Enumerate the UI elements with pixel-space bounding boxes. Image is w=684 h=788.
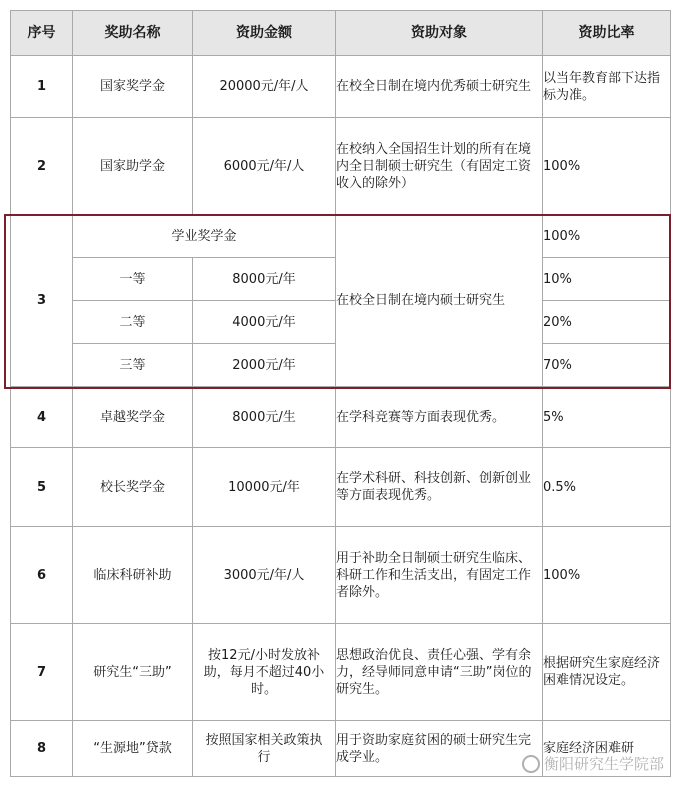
row-no: 6 xyxy=(11,527,73,624)
row-target: 在学科竞赛等方面表现优秀。 xyxy=(336,387,543,448)
row-no: 4 xyxy=(11,387,73,448)
table-row xyxy=(11,448,671,527)
level-name: 二等 xyxy=(73,301,193,344)
wechat-icon xyxy=(522,755,540,773)
row-ratio: 100% xyxy=(543,527,671,624)
level-name: 一等 xyxy=(73,258,193,301)
watermark xyxy=(522,753,664,774)
row-target: 用于补助全日制硕士研究生临床、科研工作和生活支出，有固定工作者除外。 xyxy=(336,527,543,624)
row-no: 2 xyxy=(11,118,73,215)
header-no: 序号 xyxy=(11,11,73,56)
level-amount: 2000元/年 xyxy=(193,344,336,387)
level-amount: 4000元/年 xyxy=(193,301,336,344)
header-target: 资助对象 xyxy=(336,11,543,56)
row-ratio: 以当年教育部下达指标为准。 xyxy=(543,56,671,118)
row-amount: 按照国家相关政策执行 xyxy=(193,721,336,777)
row-target: 在学术科研、科技创新、创新创业等方面表现优秀。 xyxy=(336,448,543,527)
level-ratio: 10% xyxy=(543,258,671,301)
header-name: 奖助名称 xyxy=(73,11,193,56)
header-ratio: 资助比率 xyxy=(543,11,671,56)
table-row xyxy=(11,118,671,215)
header-amount: 资助金额 xyxy=(193,11,336,56)
row-ratio: 100% xyxy=(543,215,671,258)
row-target: 在校全日制在境内优秀硕士研究生 xyxy=(336,56,543,118)
row-ratio: 家庭经济困难研 xyxy=(543,721,671,777)
row-amount: 20000元/年/人 xyxy=(193,56,336,118)
row-target: 思想政治优良、责任心强、学有余力，经导师同意申请“三助”岗位的研究生。 xyxy=(336,624,543,721)
table-row xyxy=(11,624,671,721)
row-amount: 10000元/年 xyxy=(193,448,336,527)
row-name: 国家助学金 xyxy=(73,118,193,215)
row-target: 用于资助家庭贫困的硕士研究生完成学业。 xyxy=(336,721,543,777)
row-ratio: 0.5% xyxy=(543,448,671,527)
row-no: 7 xyxy=(11,624,73,721)
row-amount: 按12元/小时发放补助，每月不超过40小时。 xyxy=(193,624,336,721)
watermark-text: 衡阳研究生学院部 xyxy=(543,755,664,773)
table-row xyxy=(11,387,671,448)
row-name: 卓越奖学金 xyxy=(73,387,193,448)
row-no: 3 xyxy=(11,215,73,387)
row-no: 5 xyxy=(11,448,73,527)
row-amount: 8000元/生 xyxy=(193,387,336,448)
row-amount: 3000元/年/人 xyxy=(193,527,336,624)
header-row xyxy=(11,11,671,56)
row-no: 8 xyxy=(11,721,73,777)
row-name: 研究生“三助” xyxy=(73,624,193,721)
row-name: 国家奖学金 xyxy=(73,56,193,118)
scholarship-table xyxy=(10,10,671,777)
row-name: 临床科研补助 xyxy=(73,527,193,624)
table-row xyxy=(11,56,671,118)
table-row xyxy=(11,215,671,258)
row-ratio: 5% xyxy=(543,387,671,448)
row-ratio: 100% xyxy=(543,118,671,215)
row-amount: 6000元/年/人 xyxy=(193,118,336,215)
row-target: 在校全日制在境内硕士研究生 xyxy=(336,215,543,387)
level-ratio: 20% xyxy=(543,301,671,344)
level-ratio: 70% xyxy=(543,344,671,387)
level-name: 三等 xyxy=(73,344,193,387)
row-ratio: 根据研究生家庭经济困难情况设定。 xyxy=(543,624,671,721)
row-name: 校长奖学金 xyxy=(73,448,193,527)
level-amount: 8000元/年 xyxy=(193,258,336,301)
table-row xyxy=(11,527,671,624)
row-target: 在校纳入全国招生计划的所有在境内全日制硕士研究生（有固定工资收入的除外） xyxy=(336,118,543,215)
row-name: 学业奖学金 xyxy=(73,215,336,258)
row-name: “生源地”贷款 xyxy=(73,721,193,777)
row-no: 1 xyxy=(11,56,73,118)
